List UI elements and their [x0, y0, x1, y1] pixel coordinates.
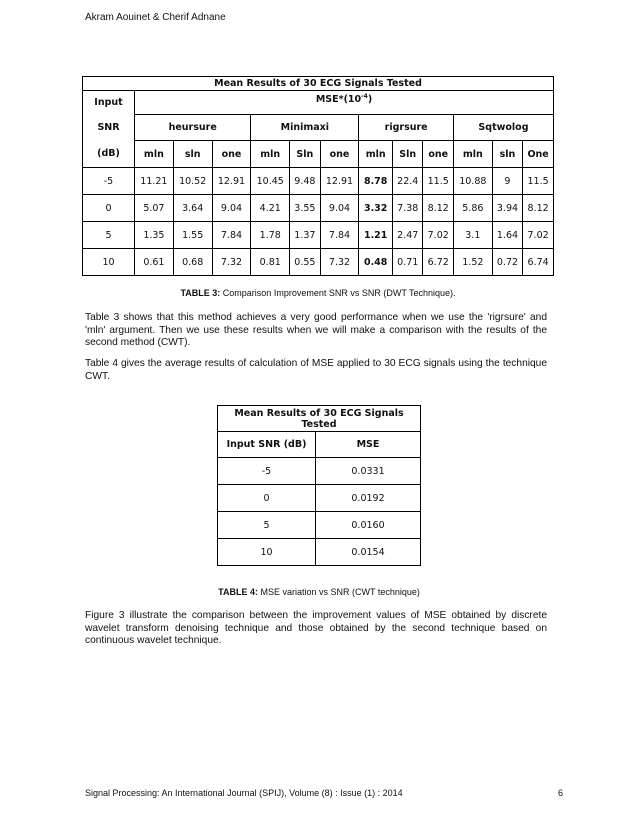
param-header: one	[423, 141, 453, 168]
table-3-title: Mean Results of 30 ECG Signals Tested	[83, 77, 554, 91]
page-number: 6	[558, 788, 564, 798]
mse-cell: 11.5	[423, 168, 453, 195]
mse-cell: 0.48	[359, 249, 393, 276]
mse-cell: 3.94	[492, 195, 522, 222]
mse-cell: 1.55	[173, 222, 212, 249]
mse-cell: 5.86	[453, 195, 492, 222]
method-header: heursure	[135, 115, 251, 141]
mse-cell: 7.84	[320, 222, 359, 249]
mse-cell: 10.45	[251, 168, 290, 195]
mse-cell: 7.38	[393, 195, 423, 222]
mse-cell: 7.84	[212, 222, 251, 249]
table-row	[218, 458, 421, 485]
mse-cell: 8.12	[423, 195, 453, 222]
method-header: rigrsure	[359, 115, 454, 141]
mse-cell: 9.04	[320, 195, 359, 222]
paragraph-3: Figure 3 illustrate the comparison between the improvement values of MSE obtained by discrete wavelet transform denoising technique and those obtained by the second technique based on continuous wavelet technique.	[85, 610, 547, 646]
mse-cell: 3.64	[173, 195, 212, 222]
snr-cell: 5	[218, 512, 316, 539]
mse-cell: 7.32	[320, 249, 359, 276]
table-4-title: Mean Results of 30 ECG Signals Tested	[218, 406, 421, 432]
table-row	[83, 222, 554, 249]
mse-cell: 1.21	[359, 222, 393, 249]
row-label-db: (dB)	[83, 141, 135, 168]
mse-cell: 1.52	[453, 249, 492, 276]
mse-cell: 9.48	[290, 168, 320, 195]
mse-cell: 7.02	[523, 222, 554, 249]
mse-cell: 0.81	[251, 249, 290, 276]
paragraph-1: Table 3 shows that this method achieves a very good performance when we use the 'rigrsure' and 'mln' argument. Then we use these results when we will make a comparison with the results of the second method (CWT).	[85, 312, 547, 348]
mse-cell: 7.02	[423, 222, 453, 249]
table-row	[218, 539, 421, 566]
mse-cell: 8.78	[359, 168, 393, 195]
mse-cell: 4.21	[251, 195, 290, 222]
mse-cell: 9	[492, 168, 522, 195]
param-header: One	[523, 141, 554, 168]
mse-cell: 12.91	[212, 168, 251, 195]
table-4	[217, 405, 421, 566]
snr-cell: 0	[83, 195, 135, 222]
row-label-input: Input	[83, 91, 135, 115]
paragraph-2: Table 4 gives the average results of calculation of MSE applied to 30 ECG signals using the technique CWT.	[85, 358, 547, 382]
method-header: Sqtwolog	[453, 115, 553, 141]
snr-cell: -5	[83, 168, 135, 195]
table-3	[82, 76, 554, 276]
method-header: Minimaxi	[251, 115, 359, 141]
mse-cell: 6.74	[523, 249, 554, 276]
mse-cell: 7.32	[212, 249, 251, 276]
mse-cell: 1.78	[251, 222, 290, 249]
mse-cell: 10.52	[173, 168, 212, 195]
param-header: mln	[135, 141, 174, 168]
param-header: mln	[453, 141, 492, 168]
mse-cell: 22.4	[393, 168, 423, 195]
snr-cell: 5	[83, 222, 135, 249]
mse-cell: 1.35	[135, 222, 174, 249]
row-label-snr: SNR	[83, 115, 135, 141]
mse-cell: 5.07	[135, 195, 174, 222]
snr-cell: 10	[218, 539, 316, 566]
mse-cell: 3.32	[359, 195, 393, 222]
mse-cell: 0.71	[393, 249, 423, 276]
table-3-caption: TABLE 3: Comparison Improvement SNR vs SNR (DWT Technique).	[180, 288, 456, 298]
table-row	[83, 195, 554, 222]
mse-cell: 0.0154	[316, 539, 421, 566]
table-row	[83, 249, 554, 276]
mse-cell: 0.68	[173, 249, 212, 276]
mse-header: $MSE*(10^{-4})$	[135, 91, 554, 115]
mse-cell: 11.21	[135, 168, 174, 195]
mse-cell: 0.0192	[316, 485, 421, 512]
mse-cell: 10.88	[453, 168, 492, 195]
param-header: sln	[492, 141, 522, 168]
mse-cell: 6.72	[423, 249, 453, 276]
mse-cell: 3.1	[453, 222, 492, 249]
table-4-col-snr: Input SNR (dB)	[218, 432, 316, 458]
mse-cell: 0.72	[492, 249, 522, 276]
param-header: sln	[173, 141, 212, 168]
journal-footer: Signal Processing: An International Journal (SPIJ), Volume (8) : Issue (1) : 2014	[85, 788, 403, 798]
mse-cell: 2.47	[393, 222, 423, 249]
param-header: Sln	[393, 141, 423, 168]
running-header: Akram Aouinet & Cherif Adnane	[85, 12, 226, 23]
snr-cell: -5	[218, 458, 316, 485]
table-row	[218, 512, 421, 539]
table-row	[218, 485, 421, 512]
snr-cell: 10	[83, 249, 135, 276]
param-header: one	[212, 141, 251, 168]
param-header: mln	[251, 141, 290, 168]
mse-cell: 0.61	[135, 249, 174, 276]
mse-cell: 1.64	[492, 222, 522, 249]
mse-cell: 11.5	[523, 168, 554, 195]
mse-cell: 0.0160	[316, 512, 421, 539]
param-header: one	[320, 141, 359, 168]
mse-cell: 12.91	[320, 168, 359, 195]
mse-cell: 0.0331	[316, 458, 421, 485]
mse-cell: 0.55	[290, 249, 320, 276]
table-4-caption: TABLE 4: MSE variation vs SNR (CWT technique)	[218, 587, 420, 597]
mse-cell: 3.55	[290, 195, 320, 222]
mse-cell: 8.12	[523, 195, 554, 222]
mse-cell: 1.37	[290, 222, 320, 249]
param-header: mln	[359, 141, 393, 168]
snr-cell: 0	[218, 485, 316, 512]
table-4-col-mse: MSE	[316, 432, 421, 458]
mse-cell: 9.04	[212, 195, 251, 222]
param-header: Sln	[290, 141, 320, 168]
table-row	[83, 168, 554, 195]
